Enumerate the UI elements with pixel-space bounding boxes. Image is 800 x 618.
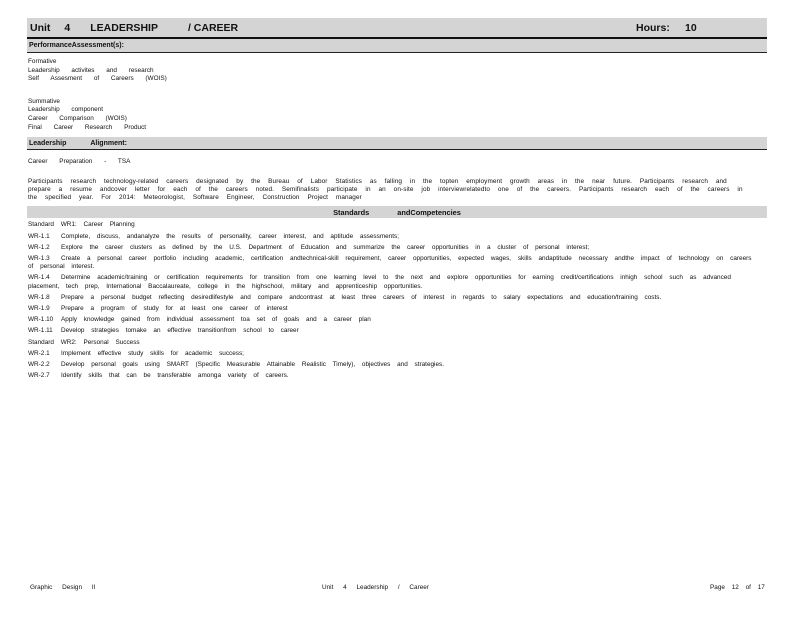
unit-title-left: LEADERSHIP xyxy=(90,21,158,34)
standard-code: WR-1.10 xyxy=(28,316,54,324)
standard-text: Standard WR2: Personal Success xyxy=(28,338,140,346)
standard-code: WR-2.7 xyxy=(28,372,50,380)
standards-title-right: andCompetencies xyxy=(397,207,461,217)
standard-code: WR-1.11 xyxy=(28,327,53,335)
standard-text: Apply knowledge gained from individual assessment toa set of goals and a career plan xyxy=(61,316,371,324)
standard-code: WR-1.8 xyxy=(28,293,50,301)
hours-value: 10 xyxy=(685,21,697,34)
standard-row xyxy=(27,339,753,347)
standard-row xyxy=(27,350,753,358)
standards-heading xyxy=(27,206,767,218)
standard-text: Standard WR1: Career Planning xyxy=(28,221,135,229)
formative-item: Leadership activites and research xyxy=(28,66,154,74)
standards-title-left: Standards xyxy=(333,207,370,217)
document-page xyxy=(27,18,767,380)
standard-code: WR-1.2 xyxy=(28,243,50,251)
standard-row xyxy=(27,327,753,335)
standard-text: Develop strategies tomake an effective transitionfrom school to career xyxy=(61,327,299,335)
standard-text: Create a personal career portfolio including academic, certification andtechnical-skill requirement, career opportunities, expected wages, skills andaptitude necessary andthe impact of technology on careers of personal interest. xyxy=(28,254,752,271)
standard-row xyxy=(27,244,753,252)
alignment-title-left: Leadership xyxy=(29,139,67,147)
standard-row xyxy=(27,316,753,324)
standard-code: WR-2.2 xyxy=(28,361,50,368)
formative-block xyxy=(27,58,767,84)
standard-text: Complete, discuss, andanalyze the results of personality, career interest, and aptitude assessments; xyxy=(61,232,399,240)
unit-label: Unit xyxy=(30,21,51,34)
footer-page-number: Page 12 of 17 xyxy=(710,584,765,591)
performance-assessment-title: PerformanceAssessment(s): xyxy=(29,42,124,49)
footer-left: Graphic Design II xyxy=(30,584,96,591)
unit-title-right: / CAREER xyxy=(187,21,239,34)
standard-row xyxy=(27,361,753,369)
summative-heading: Summative xyxy=(28,97,60,105)
standard-text: Identify skills that can be transferable amonga variety of careers. xyxy=(61,372,289,380)
formative-item: Self Assesment of Careers (WOIS) xyxy=(28,75,167,83)
standard-code: WR-1.1 xyxy=(28,232,50,240)
standard-text: Implement effective study skills for academic success; xyxy=(61,349,244,357)
summative-item: Career Comparison (WOIS) xyxy=(28,114,127,122)
standard-text: Develop personal goals using SMART (Specific Measurable Attainable Realistic Timely), objectives and strategies. xyxy=(61,361,445,368)
standard-code: WR-1.9 xyxy=(28,304,50,312)
unit-header-bar xyxy=(27,18,767,39)
alignment-paragraph: Participants research technology-related careers designated by the Bureau of Labor Statistics as falling in the topten employment growth areas in the near future. Participants research and prepare a resume andcover letter for each of the careers noted. Semifinalists participate in an on-site job interviewrelatedto one of the careers. Participants research each of the careers in the specified year. For 2014: Meteorologist, Software Engineer, Construction Project manager xyxy=(28,177,743,202)
standard-code: WR-1.4 xyxy=(28,274,50,282)
summative-item: Leadership component xyxy=(28,106,104,114)
summative-block xyxy=(27,98,767,132)
alignment-title-right: Alignment: xyxy=(90,139,127,147)
hours-label: Hours: xyxy=(636,21,670,34)
alignment-heading xyxy=(27,137,767,150)
standard-text: Explore the career clusters as defined by the U.S. Department of Education and summarize the career opportunities in a cluster of personal interest; xyxy=(61,243,590,251)
standard-code: WR-2.1 xyxy=(28,349,50,357)
standard-row xyxy=(27,305,753,313)
alignment-item: Career Preparation - TSA xyxy=(28,158,131,166)
summative-item: Final Career Research Product xyxy=(28,123,147,131)
standard-row xyxy=(27,221,753,229)
standard-row xyxy=(27,372,753,380)
unit-number: 4 xyxy=(64,21,71,34)
standard-text: Prepare a personal budget reflecting desiredlifestyle and compare andcontrast at least three careers of interest in regards to salary expectations and education/training costs. xyxy=(61,293,662,301)
standard-text: Determine academic/training or certification requirements for transition from one learning level to the next and explore opportunities for earning credit/certifications inhigh school such as advanced placement, tech prep, International Baccalaureate, college in the highschool, military and apprenticeship opportunities. xyxy=(28,274,731,290)
standard-text: Prepare a program of study for at least one career of interest xyxy=(61,304,288,312)
standard-code: WR-1.3 xyxy=(28,254,50,262)
standard-row xyxy=(27,274,753,290)
formative-heading: Formative xyxy=(28,58,57,65)
performance-assessment-heading xyxy=(27,39,767,53)
footer-center: Unit 4 Leadership / Career xyxy=(322,584,429,591)
standard-row xyxy=(27,255,753,271)
standard-row xyxy=(27,233,753,241)
standards-list xyxy=(27,221,767,380)
standard-row xyxy=(27,294,753,302)
